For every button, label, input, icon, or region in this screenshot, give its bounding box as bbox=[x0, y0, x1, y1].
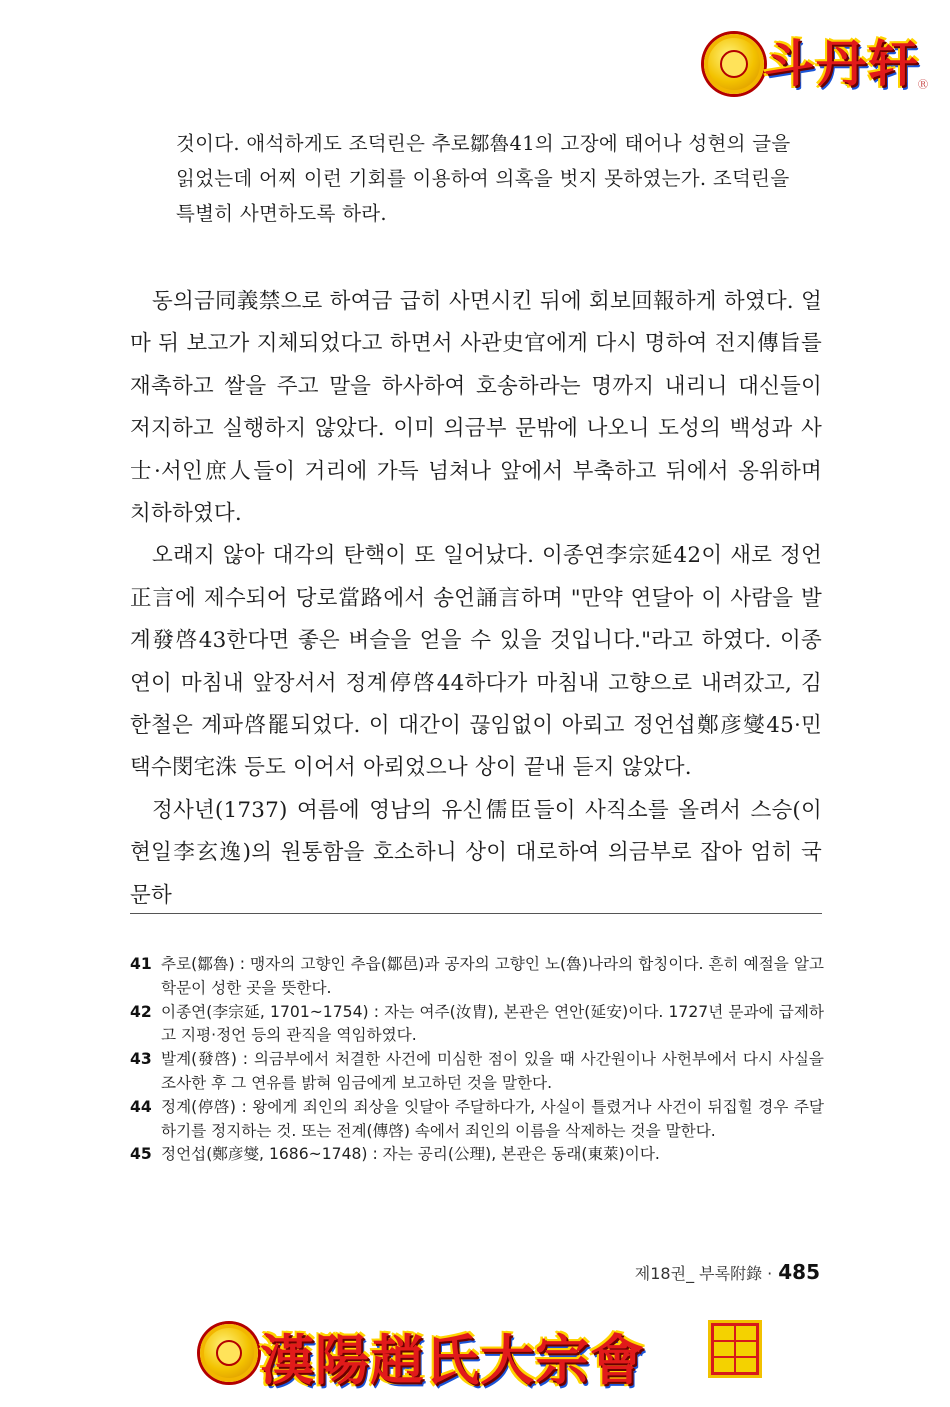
quoted-passage bbox=[176, 126, 826, 231]
paragraph: 정사년(1737) 여름에 영남의 유신儒臣들이 사직소를 올려서 스승(이현일李玄逸)의 원통함을 호소하니 상이 대로하여 의금부로 잡아 엄히 국문하 bbox=[130, 797, 822, 908]
footnote-text: 추로(鄒魯) : 맹자의 고향인 추읍(鄒邑)과 공자의 고향인 노(魯)나라의 합칭이다. 흔히 예절을 알고 학문이 성한 곳을 뜻한다. bbox=[161, 955, 824, 997]
banner-title: 漢陽趙氏大宗會 bbox=[260, 1328, 645, 1392]
footnote-divider bbox=[130, 913, 822, 914]
red-stamp-icon bbox=[708, 1320, 762, 1378]
clan-association-banner bbox=[196, 1316, 766, 1394]
footnote-text: 정언섭(鄭彦燮, 1686~1748) : 자는 공리(公理), 본관은 동래(東萊)이다. bbox=[161, 1145, 660, 1164]
footnote-number: 45 bbox=[130, 1145, 152, 1164]
quote-line: 것이다. 애석하게도 조덕린은 추로鄒魯41의 고장에 태어나 성현의 글을 bbox=[176, 132, 791, 155]
flower-seal-icon bbox=[200, 1324, 258, 1382]
publisher-logo bbox=[700, 14, 932, 102]
footnote-number: 43 bbox=[130, 1050, 152, 1069]
footnote-45 bbox=[130, 1143, 824, 1167]
footnote-42 bbox=[130, 1001, 824, 1049]
paragraph: 동의금同義禁으로 하여금 급히 사면시킨 뒤에 회보回報하게 하였다. 얼마 뒤 보고가 지체되었다고 하면서 사관史官에게 다시 명하여 전지傳旨를 재촉하고 쌀을 주고 말을 하사하여 호송하라는 명까지 내리니 대신들이 저지하고 실행하지 않았다. 이미 의금부 문밖에 나오니 도성의 백성과 사士·서인庶人들이 거리에 가득 넘쳐나 앞에서 부축하고 뒤에서 옹위하며 치하하였다. bbox=[130, 289, 822, 527]
flower-seal-icon bbox=[704, 34, 764, 94]
footnote-43 bbox=[130, 1048, 824, 1096]
quote-line: 특별히 사면하도록 하라. bbox=[176, 202, 387, 225]
body-text bbox=[130, 281, 822, 917]
page-number: 485 bbox=[778, 1260, 820, 1284]
footnote-number: 41 bbox=[130, 955, 152, 973]
running-footer bbox=[635, 1260, 820, 1284]
footnote-number: 42 bbox=[130, 1002, 152, 1021]
footnote-text: 정계(停啓) : 왕에게 죄인의 죄상을 잇달아 주달하다가, 사실이 틀렸거나 사건이 뒤집힐 경우 주달하기를 정지하는 것. 또는 전계(傳啓) 속에서 죄인의 이름을 삭제하는 것을 말한다. bbox=[161, 1097, 824, 1140]
footnote-text: 이종연(李宗延, 1701~1754) : 자는 여주(汝胄), 본관은 연안(延安)이다. 1727년 문과에 급제하고 지평·정언 등의 관직을 역임하였다. bbox=[161, 1002, 824, 1045]
footnotes bbox=[130, 953, 824, 1167]
footnote-number: 44 bbox=[130, 1097, 152, 1116]
footnote-text: 발계(發啓) : 의금부에서 처결한 사건에 미심한 점이 있을 때 사간원이나 사헌부에서 다시 사실을 조사한 후 그 연유를 밝혀 임금에게 보고하던 것을 말한다. bbox=[161, 1050, 824, 1092]
volume-label: 제18권_ 부록附錄 · bbox=[634, 1264, 773, 1283]
quote-line: 읽었는데 어찌 이런 기회를 이용하여 의혹을 벗지 못하였는가. 조덕린을 bbox=[176, 167, 790, 190]
footnote-41 bbox=[130, 953, 824, 1001]
footnote-44 bbox=[130, 1096, 824, 1144]
registered-mark: Ⓡ bbox=[918, 80, 928, 91]
logo-wordmark: 斗丹轩 bbox=[764, 34, 920, 93]
paragraph: 오래지 않아 대각의 탄핵이 또 일어났다. 이종연李宗延42이 새로 정언正言에 제수되어 당로當路에서 송언誦言하며 "만약 연달아 이 사람을 발계發啓43한다면 좋은 벼슬을 얻을 수 있을 것입니다."라고 하였다. 이종연이 마침내 앞장서서 정계停啓44하다가 마침내 고향으로 내려갔고, 김한철은 계파啓罷되었다. 이 대간이 끊임없이 아뢰고 정언섭鄭彦燮45·민택수閔宅洙 등도 이어서 아뢰었으나 상이 끝내 듣지 않았다. bbox=[130, 543, 822, 781]
